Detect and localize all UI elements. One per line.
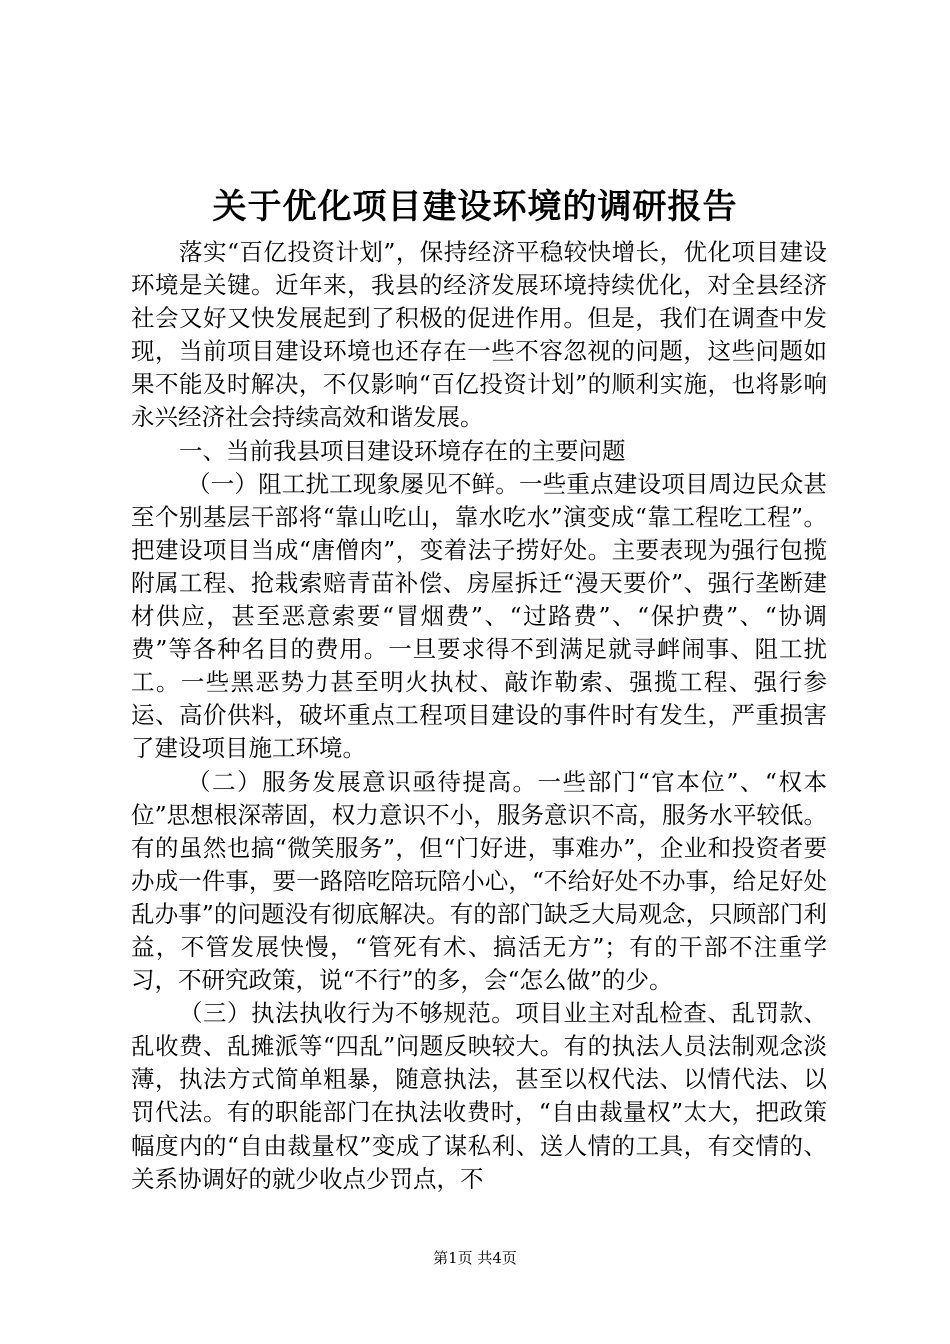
document-body	[131, 236, 827, 1196]
paragraph-intro: 落实“百亿投资计划”，保持经济平稳较快增长，优化项目建设环境是关键。近年来，我县的经济发展环境持续优化，对全县经济社会又好又快发展起到了积极的促进作用。但是，我们在调查中发现，当前项目建设环境也还存在一些不容忽视的问题，这些问题如果不能及时解决，不仅影响“百亿投资计划”的顺利实施，也将影响永兴经济社会持续高效和谐发展。	[131, 238, 827, 432]
paragraph-subsection-2: （二）服务发展意识亟待提高。一些部门“官本位”、“权本位”思想根深蒂固，权力意识不小，服务意识不高，服务水平较低。有的虽然也搞“微笑服务”，但“门好进，事难办”，企业和投资者要办成一件事，要一路陪吃陪玩陪小心，“不给好处不办事，给足好处乱办事”的问题没有彻底解决。有的部门缺乏大局观念，只顾部门利益，不管发展快慢，“管死有术、搞活无方”；有的干部不注重学习，不研究政策，说“不行”的多，会“怎么做”的少。	[131, 767, 827, 995]
document-title: 关于优化项目建设环境的调研报告	[212, 187, 738, 227]
paragraph-subsection-3: （三）执法执收行为不够规范。项目业主对乱检查、乱罚款、乱收费、乱摊派等“四乱”问题反映较大。有的执法人员法制观念淡薄，执法方式简单粗暴，随意执法，甚至以权代法、以情代法、以罚代法。有的职能部门在执法收费时，“自由裁量权”太大，把政策幅度内的“自由裁量权”变成了谋私利、送人情的工具，有交情的、关系协调好的就少收点少罚点，不	[131, 999, 827, 1193]
page-footer: 第1页 共4页	[433, 1249, 517, 1267]
paragraph-subsection-1: （一）阻工扰工现象屡见不鲜。一些重点建设项目周边民众甚至个别基层干部将“靠山吃山，靠水吃水”演变成“靠工程吃工程”。把建设项目当成“唐僧肉”，变着法子捞好处。主要表现为强行包揽附属工程、抢栽索赔青苗补偿、房屋拆迁“漫天要价”、强行垄断建材供应，甚至恶意索要“冒烟费”、“过路费”、“保护费”、“协调费”等各种名目的费用。一旦要求得不到满足就寻衅闹事、阻工扰工。一些黑恶势力甚至明火执杖、敲诈勒索、强揽工程、强行参运、高价供料，破坏重点工程项目建设的事件时有发生，严重损害了建设项目施工环境。	[131, 469, 827, 763]
section-heading-1: 一、当前我县项目建设环境存在的主要问题	[179, 436, 626, 465]
